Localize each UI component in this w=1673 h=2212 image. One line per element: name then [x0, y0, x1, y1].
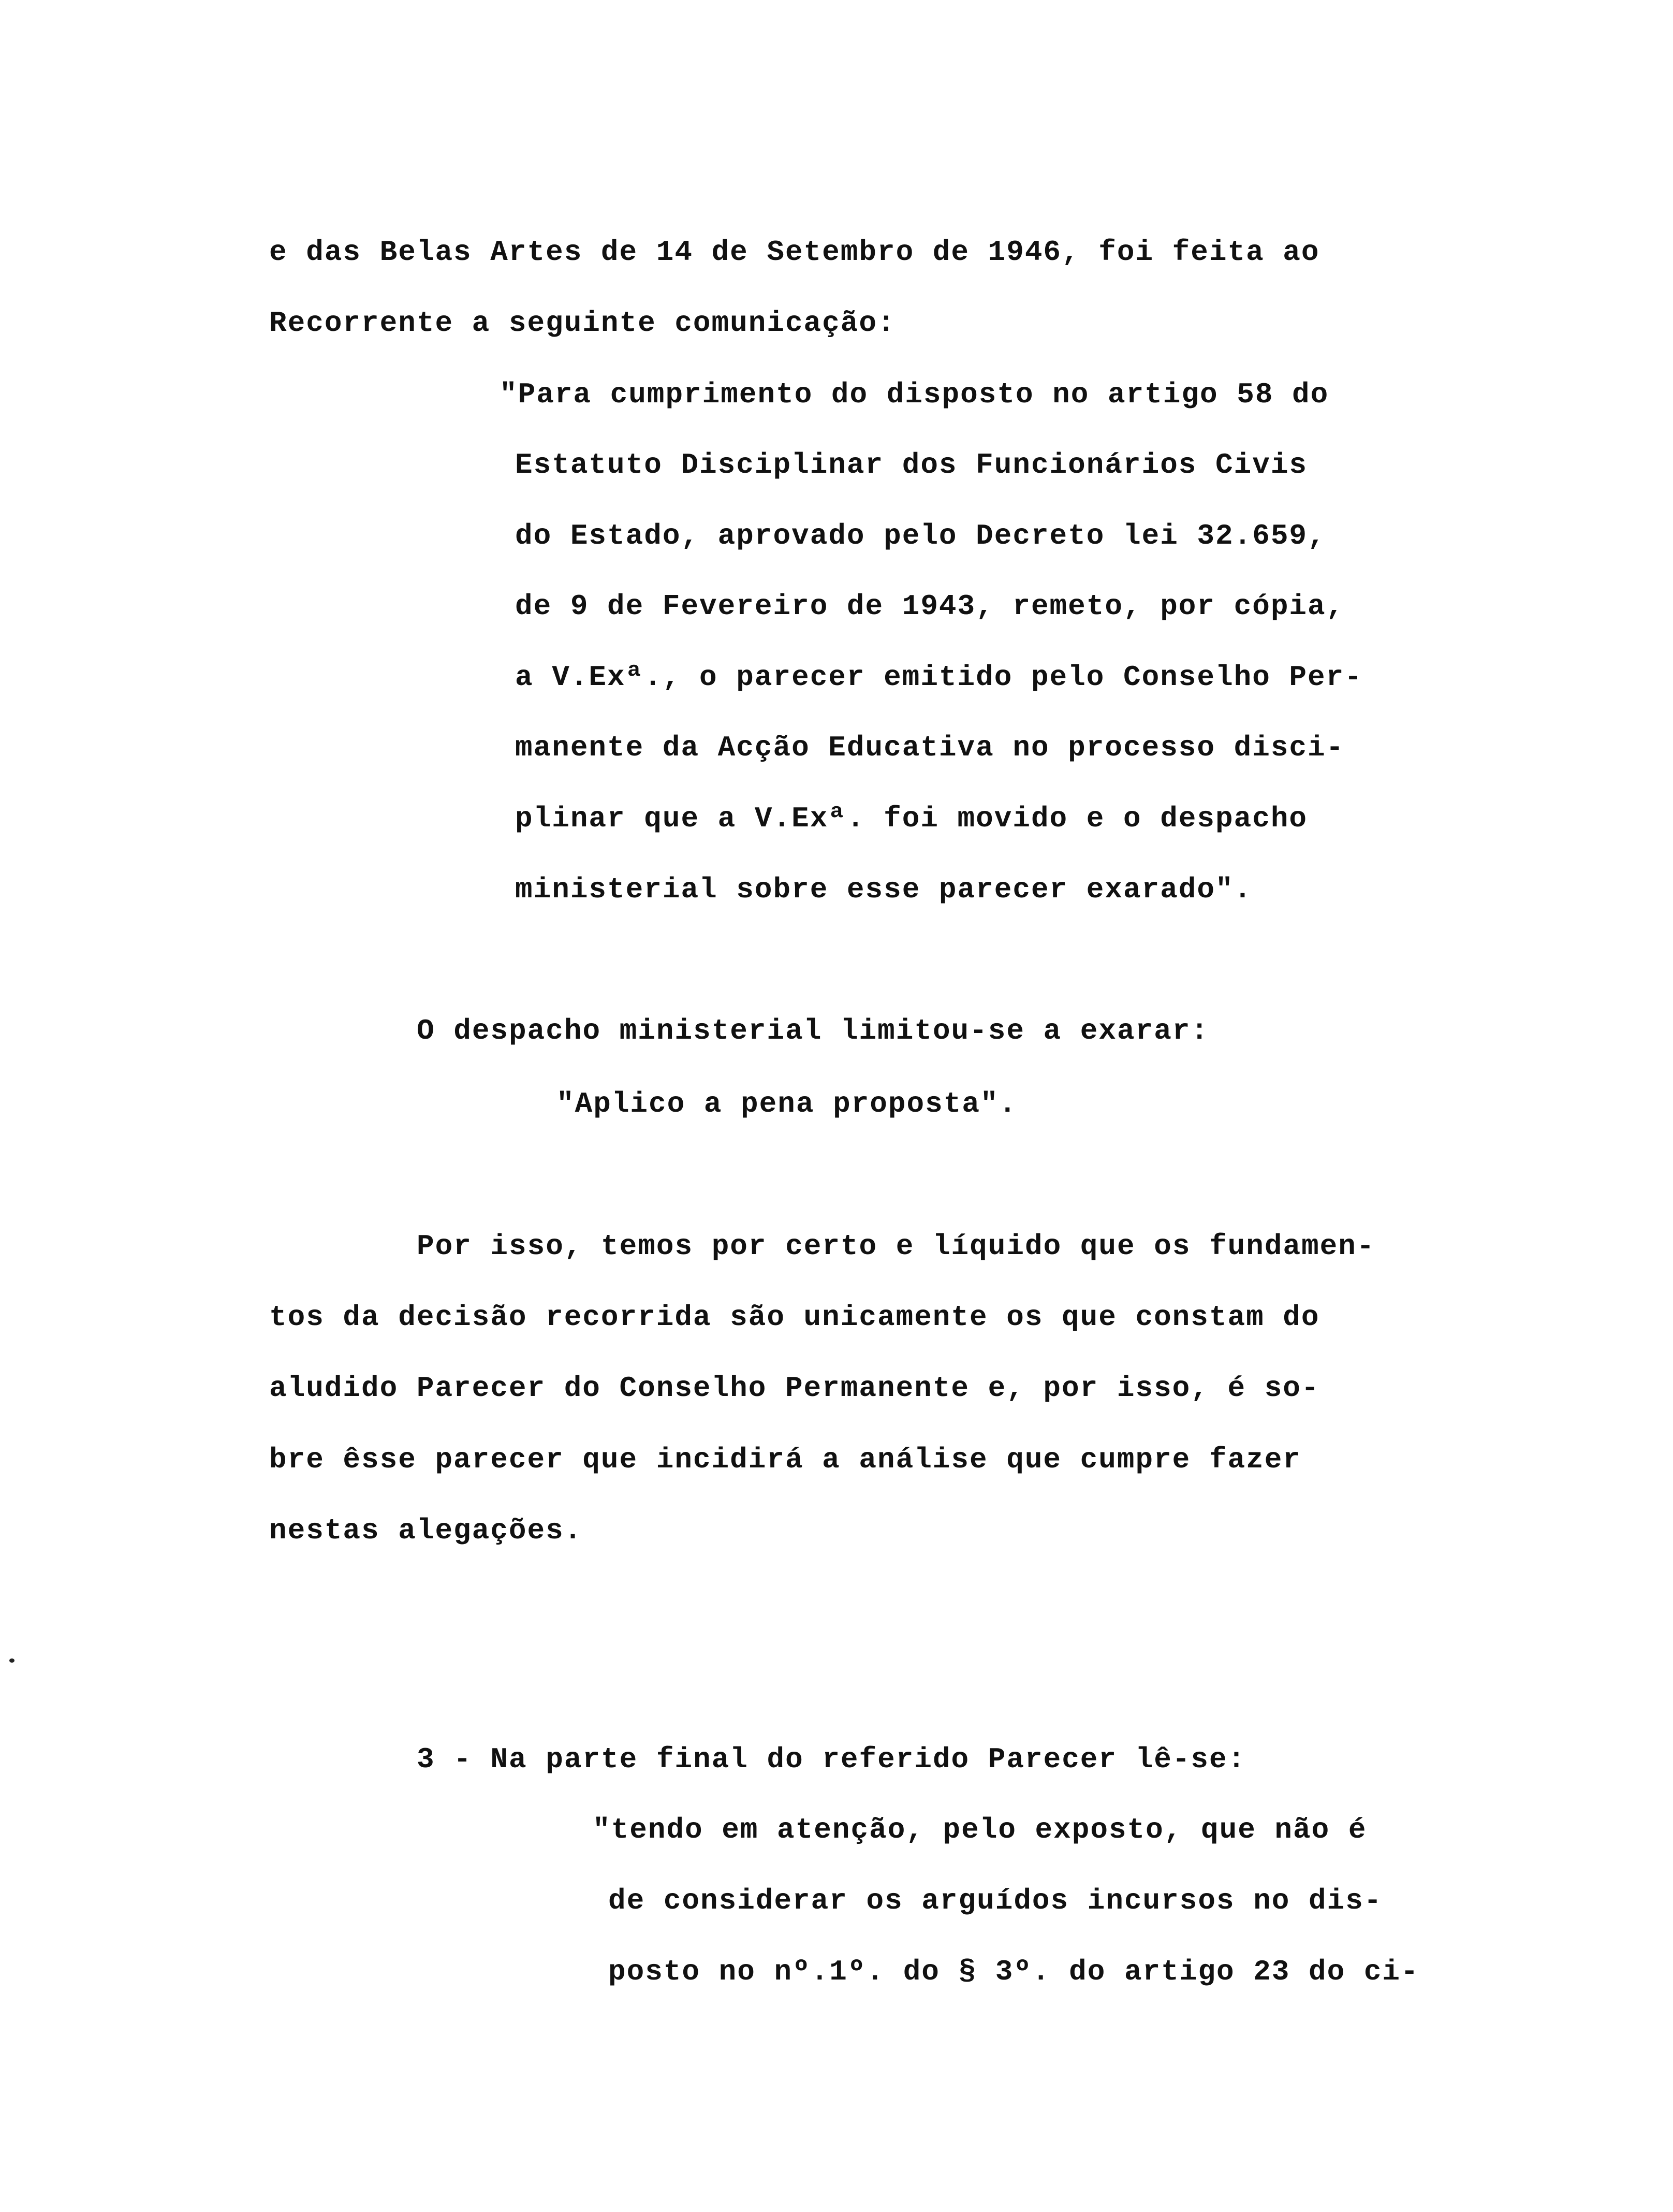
paragraph-line-3: aludido Parecer do Conselho Permanente e, por isso, é so-: [269, 1372, 1320, 1405]
quote-1-line-6: manente da Acção Educativa no processo disci-: [515, 731, 1345, 764]
quote-1-line-4: de 9 de Fevereiro de 1943, remeto, por cópia,: [515, 590, 1345, 623]
quote-1-line-8: ministerial sobre esse parecer exarado".: [515, 873, 1253, 906]
quote-1-line-5: a V.Exª., o parecer emitido pelo Conselho Per-: [515, 661, 1363, 694]
quote-2-line-1: "tendo em atenção, pelo exposto, que não é: [593, 1813, 1367, 1846]
quote-1-line-1: "Para cumprimento do disposto no artigo 58 do: [500, 378, 1329, 411]
margin-speck: [9, 1658, 14, 1663]
despacho-intro: O despacho ministerial limitou-se a exarar:: [417, 1014, 1210, 1047]
paragraph-line-5: nestas alegações.: [269, 1514, 583, 1547]
section-3-heading: 3 - Na parte final do referido Parecer lê-se:: [417, 1743, 1246, 1776]
despacho-quote: "Aplico a pena proposta".: [556, 1087, 1018, 1120]
intro-line-1: e das Belas Artes de 14 de Setembro de 1946, foi feita ao: [269, 236, 1320, 269]
paragraph-line-1: Por isso, temos por certo e líquido que os fundamen-: [417, 1230, 1375, 1263]
quote-2-line-2: de considerar os arguídos incursos no dis-: [608, 1884, 1383, 1917]
quote-2-line-3: posto no nº.1º. do § 3º. do artigo 23 do ci-: [608, 1955, 1419, 1988]
paragraph-line-4: bre êsse parecer que incidirá a análise que cumpre fazer: [269, 1443, 1301, 1476]
paragraph-line-2: tos da decisão recorrida são unicamente os que constam do: [269, 1301, 1320, 1334]
intro-line-2: Recorrente a seguinte comunicação:: [269, 307, 896, 340]
quote-1-line-7: plinar que a V.Exª. foi movido e o despacho: [515, 802, 1308, 835]
quote-1-line-3: do Estado, aprovado pelo Decreto lei 32.659,: [515, 519, 1326, 552]
quote-1-line-2: Estatuto Disciplinar dos Funcionários Civis: [515, 448, 1308, 482]
